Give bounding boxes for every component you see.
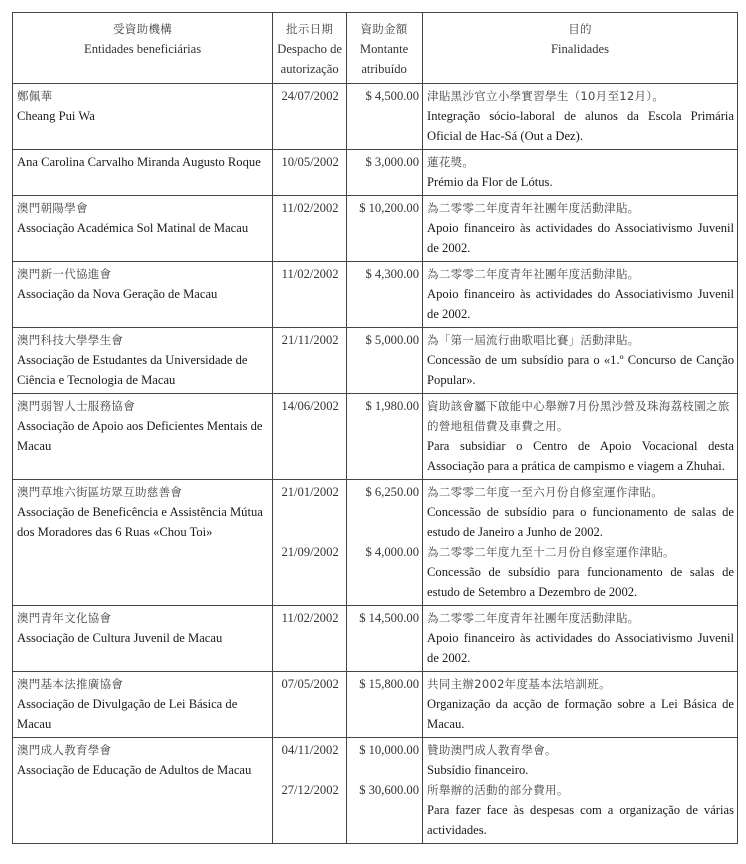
header-date-zh: 批示日期 (286, 22, 334, 36)
table-row (13, 738, 738, 781)
entity-cell (13, 150, 273, 196)
date-cell (273, 672, 347, 738)
amount-cell (347, 196, 423, 262)
purpose-pt: Para fazer face às despesas com a organização de várias actividades. (427, 803, 734, 837)
purpose-cell (423, 150, 738, 196)
entity-name-zh: 澳門成人教育學會 (17, 743, 112, 757)
table-body (13, 84, 738, 844)
purpose-cell (423, 196, 738, 262)
entity-name-pt: Associação Académica Sol Matinal de Macau (17, 221, 249, 235)
purpose-zh: 資助該會屬下啟能中心舉辦7月份黑沙營及珠海荔枝園之旅的營地租借費及車費之用。 (427, 399, 730, 433)
purpose-zh: 蓮花獎。 (427, 155, 475, 169)
date-cell (273, 606, 347, 672)
amount-value: $ 4,300.00 (365, 267, 420, 281)
entity-name-pt: Associação de Estudantes da Universidade de Ciência e Tecnologia de Macau (17, 353, 248, 387)
header-amount (347, 13, 423, 84)
authorization-date: 11/02/2002 (281, 267, 339, 281)
authorization-date: 21/11/2002 (281, 333, 339, 347)
purpose-zh: 為二零零二年度九至十二月份自修室運作津貼。 (427, 545, 675, 559)
authorization-date: 11/02/2002 (281, 201, 339, 215)
purpose-pt: Concessão de um subsídio para o «1.º Concurso de Canção Popular». (427, 353, 734, 387)
amount-cell (347, 480, 423, 543)
authorization-date: 27/12/2002 (281, 783, 339, 797)
purpose-cell (423, 738, 738, 781)
entity-name-pt: Associação da Nova Geração de Macau (17, 287, 218, 301)
amount-cell (347, 150, 423, 196)
entity-cell (13, 672, 273, 738)
entity-name-pt: Associação de Educação de Adultos de Macau (17, 763, 252, 777)
authorization-date: 07/05/2002 (281, 677, 339, 691)
purpose-pt: Prémio da Flor de Lótus. (427, 175, 553, 189)
amount-cell (347, 672, 423, 738)
entity-cell (13, 328, 273, 394)
table-row (13, 196, 738, 262)
date-cell (273, 328, 347, 394)
header-amount-pt: Montante atribuído (359, 42, 409, 76)
amount-value: $ 30,600.00 (359, 783, 420, 797)
header-purpose-pt: Finalidades (550, 42, 610, 56)
purpose-zh: 為二零零二年度青年社團年度活動津貼。 (427, 267, 640, 281)
table-row (13, 150, 738, 196)
date-cell (273, 150, 347, 196)
purpose-pt: Integração sócio-laboral de alunos da Escola Primária Oficial de Hac-Sá (Out a Dez). (427, 109, 734, 143)
amount-cell (347, 606, 423, 672)
entity-cell (13, 394, 273, 480)
amount-cell (347, 542, 423, 606)
header-purpose (423, 13, 738, 84)
amount-cell (347, 394, 423, 480)
table-row (13, 480, 738, 543)
purpose-zh: 所舉辦的活動的部分費用。 (427, 783, 569, 797)
purpose-pt: Concessão de subsídio para o funcionamento de salas de estudo de Janeiro a Junho de 2002. (427, 505, 734, 539)
purpose-pt: Para subsidiar o Centro de Apoio Vocacional desta Associação para a prática de campismo e viagem a Zhuhai. (427, 439, 734, 473)
entity-name-zh: 鄭佩華 (17, 89, 53, 103)
amount-value: $ 3,000.00 (365, 155, 420, 169)
purpose-cell (423, 672, 738, 738)
purpose-zh: 共同主辦2002年度基本法培訓班。 (427, 677, 611, 691)
date-cell (273, 262, 347, 328)
grants-table (12, 12, 738, 844)
purpose-cell (423, 606, 738, 672)
table-row (13, 84, 738, 150)
purpose-cell (423, 262, 738, 328)
entity-name-zh: 澳門草堆六街區坊眾互助慈善會 (17, 485, 183, 499)
date-cell (273, 84, 347, 150)
purpose-zh: 為二零零二年度青年社團年度活動津貼。 (427, 611, 640, 625)
header-amount-zh: 資助金額 (360, 22, 408, 36)
entity-cell (13, 196, 273, 262)
entity-name-zh: 澳門新一代協進會 (17, 267, 112, 281)
entity-name-zh: 澳門科技大學學生會 (17, 333, 124, 347)
entity-cell (13, 84, 273, 150)
purpose-zh: 贊助澳門成人教育學會。 (427, 743, 557, 757)
purpose-cell (423, 780, 738, 844)
entity-cell (13, 480, 273, 606)
purpose-pt: Organização da acção de formação sobre a Lei Básica de Macau. (427, 697, 734, 731)
table-row (13, 606, 738, 672)
entity-name-pt: Associação de Beneficência e Assistência Mútua dos Moradores das 6 Ruas «Chou Toi» (17, 505, 263, 539)
header-purpose-zh: 目的 (568, 22, 592, 36)
amount-cell (347, 84, 423, 150)
purpose-zh: 為二零零二年度一至六月份自修室運作津貼。 (427, 485, 664, 499)
amount-cell (347, 780, 423, 844)
header-entity-pt: Entidades beneficiárias (84, 42, 202, 56)
purpose-pt: Apoio financeiro às actividades do Associativismo Juvenil de 2002. (427, 287, 734, 321)
date-cell (273, 480, 347, 543)
amount-value: $ 10,200.00 (359, 201, 420, 215)
date-cell (273, 542, 347, 606)
table-row (13, 394, 738, 480)
entity-name-zh: 澳門青年文化協會 (17, 611, 112, 625)
authorization-date: 24/07/2002 (281, 89, 339, 103)
date-cell (273, 780, 347, 844)
table-header-row (13, 13, 738, 84)
entity-name-pt: Ana Carolina Carvalho Miranda Augusto Roque (17, 155, 261, 169)
purpose-cell (423, 84, 738, 150)
purpose-pt: Apoio financeiro às actividades do Associativismo Juvenil de 2002. (427, 631, 734, 665)
table-row (13, 672, 738, 738)
entity-cell (13, 262, 273, 328)
purpose-zh: 津貼黑沙官立小學實習學生（10月至12月）。 (427, 89, 665, 103)
authorization-date: 21/01/2002 (281, 485, 339, 499)
amount-value: $ 14,500.00 (359, 611, 420, 625)
amount-value: $ 4,000.00 (365, 545, 420, 559)
amount-cell (347, 328, 423, 394)
entity-cell (13, 738, 273, 844)
entity-name-pt: Cheang Pui Wa (17, 109, 95, 123)
purpose-cell (423, 394, 738, 480)
amount-cell (347, 262, 423, 328)
header-entity-zh: 受資助機構 (113, 22, 173, 36)
purpose-pt: Subsídio financeiro. (427, 763, 529, 777)
authorization-date: 14/06/2002 (281, 399, 339, 413)
header-date (273, 13, 347, 84)
amount-value: $ 1,980.00 (365, 399, 420, 413)
entity-name-zh: 澳門基本法推廣協會 (17, 677, 124, 691)
entity-name-zh: 澳門朝陽學會 (17, 201, 88, 215)
header-date-pt: Despacho de autorização (277, 42, 342, 76)
purpose-cell (423, 542, 738, 606)
entity-name-pt: Associação de Cultura Juvenil de Macau (17, 631, 223, 645)
date-cell (273, 394, 347, 480)
purpose-cell (423, 328, 738, 394)
amount-value: $ 10,000.00 (359, 743, 420, 757)
entity-name-pt: Associação de Divulgação de Lei Básica de Macau (17, 697, 238, 731)
entity-cell (13, 606, 273, 672)
table-row (13, 328, 738, 394)
purpose-pt: Concessão de subsídio para funcionamento de salas de estudo de Setembro a Dezembro de 2002. (427, 565, 734, 599)
purpose-cell (423, 480, 738, 543)
header-entity (13, 13, 273, 84)
date-cell (273, 738, 347, 781)
amount-value: $ 5,000.00 (365, 333, 420, 347)
entity-name-zh: 澳門弱智人士服務協會 (17, 399, 135, 413)
table-row (13, 262, 738, 328)
amount-value: $ 6,250.00 (365, 485, 420, 499)
purpose-zh: 為二零零二年度青年社團年度活動津貼。 (427, 201, 640, 215)
purpose-pt: Apoio financeiro às actividades do Associativismo Juvenil de 2002. (427, 221, 734, 255)
authorization-date: 10/05/2002 (281, 155, 339, 169)
authorization-date: 04/11/2002 (281, 743, 339, 757)
purpose-zh: 為「第一屆流行曲歌唱比賽」活動津貼。 (427, 333, 640, 347)
authorization-date: 21/09/2002 (281, 545, 339, 559)
authorization-date: 11/02/2002 (281, 611, 339, 625)
amount-cell (347, 738, 423, 781)
amount-value: $ 4,500.00 (365, 89, 420, 103)
date-cell (273, 196, 347, 262)
amount-value: $ 15,800.00 (359, 677, 420, 691)
entity-name-pt: Associação de Apoio aos Deficientes Mentais de Macau (17, 419, 263, 453)
